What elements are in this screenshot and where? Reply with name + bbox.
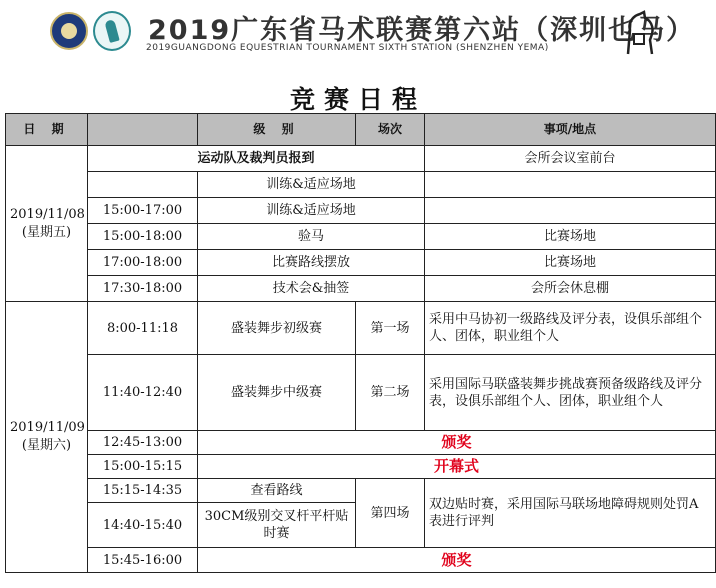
page-title: 竞赛日程 <box>289 85 426 114</box>
header <box>0 0 716 68</box>
table-row <box>6 455 716 479</box>
weekday-text: (星期六) <box>21 438 72 453</box>
date-cell <box>6 146 88 302</box>
table-row <box>6 276 716 302</box>
table-row <box>6 431 716 455</box>
venue-cell <box>425 198 716 224</box>
table-row <box>6 250 716 276</box>
table-row <box>6 224 716 250</box>
table-header-row <box>6 114 716 146</box>
session-cell: 第二场 <box>356 355 425 431</box>
time-cell: 14:40-15:40 <box>88 503 198 548</box>
venue-cell: 比赛场地 <box>425 250 716 276</box>
time-cell: 12:45-13:00 <box>88 431 198 455</box>
weekday-text: (星期五) <box>21 224 72 240</box>
table-row <box>6 146 716 172</box>
horse-logo-icon <box>622 10 658 56</box>
table-row <box>6 302 716 355</box>
time-cell: 11:40-12:40 <box>88 355 198 431</box>
date-cell <box>6 302 88 573</box>
header-date: 日 期 <box>6 114 88 146</box>
table-row <box>6 479 716 503</box>
venue-cell <box>425 172 716 198</box>
award-ceremony-cell: 颁奖 <box>198 548 716 573</box>
level-cell: 查看路线 <box>198 479 356 503</box>
level-cell: 验马 <box>198 224 425 250</box>
level-cell: 技术会&抽签 <box>198 276 425 302</box>
time-cell: 8:00-11:18 <box>88 302 198 355</box>
event-cell: 运动队及裁判员报到 <box>88 146 425 172</box>
date-text: 2019/11/09 <box>10 420 85 435</box>
level-cell: 盛装舞步初级赛 <box>198 302 356 355</box>
club-logo <box>93 11 131 51</box>
time-cell: 17:30-18:00 <box>88 276 198 302</box>
level-cell: 训练&适应场地 <box>198 172 425 198</box>
time-cell <box>88 172 198 198</box>
header-level: 级 别 <box>198 114 356 146</box>
time-cell: 15:00-17:00 <box>88 198 198 224</box>
time-cell: 15:00-15:15 <box>88 455 198 479</box>
table-row <box>6 355 716 431</box>
date-text: 2019/11/08 <box>10 206 85 222</box>
opening-ceremony-cell: 开幕式 <box>198 455 716 479</box>
session-cell: 第四场 <box>356 479 425 548</box>
session-cell: 第一场 <box>356 302 425 355</box>
time-cell: 15:15-14:35 <box>88 479 198 503</box>
table-row <box>6 548 716 573</box>
level-cell: 30CM级别交叉杆平杆贴时赛 <box>198 503 356 548</box>
time-cell: 17:00-18:00 <box>88 250 198 276</box>
level-cell: 比赛路线摆放 <box>198 250 425 276</box>
time-cell: 15:45-16:00 <box>88 548 198 573</box>
schedule-table <box>5 113 716 573</box>
venue-cell: 比赛场地 <box>425 224 716 250</box>
venue-cell: 双边贴时赛，采用国际马联场地障碍规则处罚A表进行评判 <box>425 479 716 548</box>
venue-cell: 采用中马协初一级路线及评分表，设俱乐部组个人、团体，职业组个人 <box>425 302 716 355</box>
time-cell: 15:00-18:00 <box>88 224 198 250</box>
award-ceremony-cell: 颁奖 <box>198 431 716 455</box>
level-cell: 盛装舞步中级赛 <box>198 355 356 431</box>
header-title: 2019广东省马术联赛第六站（深圳也马） <box>148 15 696 46</box>
header-subtitle: 2019GUANGDONG EQUESTRIAN TOURNAMENT SIXTH STATION (SHENZHEN YEMA) <box>146 43 549 53</box>
level-cell: 训练&适应场地 <box>198 198 425 224</box>
venue-cell: 采用国际马联盛装舞步挑战赛预备级路线及评分表，设俱乐部组个人、团体，职业组个人 <box>425 355 716 431</box>
table-row <box>6 198 716 224</box>
federation-logo <box>50 12 88 50</box>
header-time <box>88 114 198 146</box>
venue-cell: 会所会休息棚 <box>425 276 716 302</box>
header-session: 场次 <box>356 114 425 146</box>
table-row <box>6 172 716 198</box>
header-venue: 事项/地点 <box>425 114 716 146</box>
venue-cell: 会所会议室前台 <box>425 146 716 172</box>
